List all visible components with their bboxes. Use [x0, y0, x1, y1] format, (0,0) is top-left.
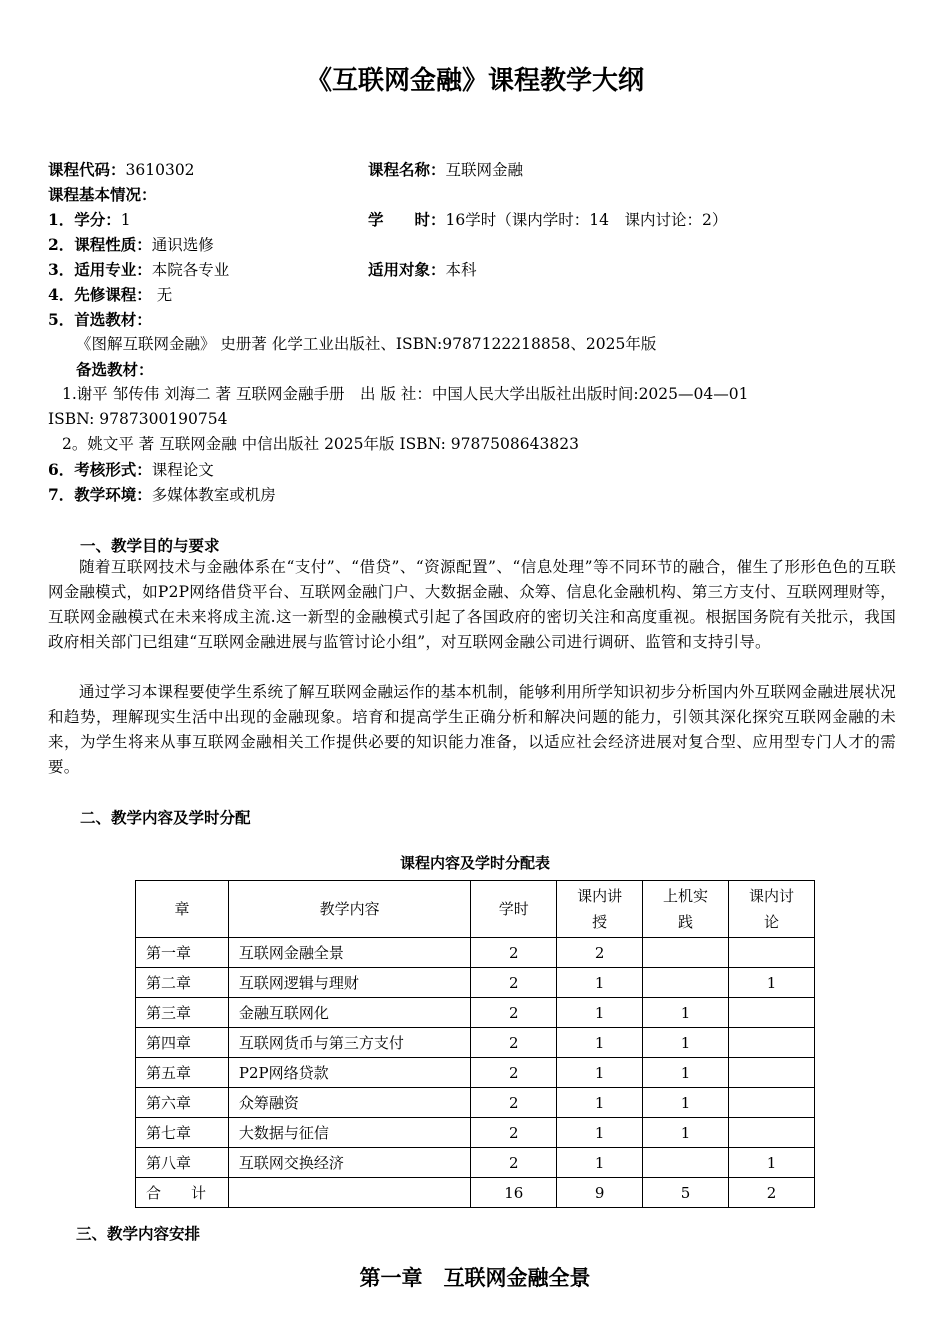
course-name-label: 课程名称： [368, 160, 446, 179]
cell-lab: 1 [643, 1058, 729, 1088]
cell-lab: 1 [643, 998, 729, 1028]
table-row [136, 1118, 815, 1148]
cell-content: 大数据与征信 [228, 1118, 470, 1148]
cell-hours: 2 [471, 998, 557, 1028]
cell-chapter: 第八章 [136, 1148, 229, 1178]
cell-chapter: 合 计 [136, 1178, 229, 1208]
section-1-paragraph-2: 通过学习本课程要使学生系统了解互联网金融运作的基本机制，能够利用所学知识初步分析国内外互联网金融进展状况和趋势，理解现实生活中出现的金融现象。培育和提高学生正确分析和解决问题的能力，引领其深化探究互联网金融的未来，为学生将来从事互联网金融相关工作提供必要的知识能力准备，以适应社会经济进展对复合型、应用型专门人才的需要。 [48, 683, 896, 776]
course-target [368, 257, 477, 283]
hours-value: 16学时（课内学时：14 课内讨论：2） [445, 211, 728, 229]
course-name-value: 互联网金融 [445, 161, 524, 179]
cell-hours: 2 [471, 968, 557, 998]
section-2-heading: 二、教学内容及学时分配 [80, 808, 251, 827]
cell-lecture: 1 [557, 1118, 643, 1148]
target-label: 适用对象： [368, 260, 446, 279]
table-header-row [136, 881, 815, 938]
target-value: 本科 [445, 261, 477, 279]
course-code-label: 课程代码： [48, 160, 126, 179]
cell-lecture: 1 [557, 1028, 643, 1058]
assess-label: 6．考核形式： [48, 460, 152, 479]
cell-lab [643, 938, 729, 968]
header-discussion-text: 课内讨论 [749, 887, 795, 931]
header-hours: 学时 [471, 881, 557, 938]
cell-discussion: 2 [729, 1178, 815, 1208]
cell-content: 互联网货币与第三方支付 [228, 1028, 470, 1058]
table-row [136, 998, 815, 1028]
prereq-label: 4．先修课程： [48, 285, 152, 304]
cell-discussion [729, 1028, 815, 1058]
cell-hours: 2 [471, 1148, 557, 1178]
cell-discussion: 1 [729, 1148, 815, 1178]
nature-label: 2．课程性质： [48, 235, 152, 254]
table-row [136, 1028, 815, 1058]
cell-chapter: 第七章 [136, 1118, 229, 1148]
cell-discussion [729, 1088, 815, 1118]
cell-discussion [729, 938, 815, 968]
cell-content: P2P网络贷款 [228, 1058, 470, 1088]
cell-lecture: 1 [557, 968, 643, 998]
prereq-value: 无 [156, 286, 173, 304]
table-row [136, 1178, 815, 1208]
header-lecture-text: 课内讲授 [577, 887, 623, 931]
cell-chapter: 第六章 [136, 1088, 229, 1118]
course-major [48, 257, 229, 283]
document-title: 《互联网金融》课程教学大纲 [305, 66, 644, 96]
cell-chapter: 第三章 [136, 998, 229, 1028]
alt-textbook-2: 2。姚文平 著 互联网金融 中信出版社 2025年版 ISBN: 9787508643823 [62, 435, 579, 453]
cell-lecture: 9 [557, 1178, 643, 1208]
course-nature [48, 232, 214, 258]
cell-discussion [729, 1118, 815, 1148]
section-3-heading: 三、教学内容安排 [76, 1224, 201, 1243]
cell-lab: 1 [643, 1028, 729, 1058]
table-row [136, 938, 815, 968]
cell-lecture: 2 [557, 938, 643, 968]
cell-lecture: 1 [557, 1088, 643, 1118]
cell-hours: 2 [471, 1088, 557, 1118]
cell-lecture: 1 [557, 1148, 643, 1178]
assess-value: 课程论文 [151, 461, 214, 479]
course-hours [368, 207, 727, 233]
cell-discussion [729, 998, 815, 1028]
section-1-paragraph-1: 随着互联网技术与金融体系在“支付”、“借贷”、“资源配置”、“信息处理”等不同环节的融合，催生了形形色色的互联网金融模式，如P2P网络借贷平台、互联网金融门户、大数据金融、众筹、信息化金融机构、第三方支付、互联网理财等，互联网金融模式在未来将成主流.这一新型的金融模式引起了各国政府的密切关注和高度重视。根据国务院有关批示，我国政府相关部门已组建“互联网金融进展与监管讨论小组”，对互联网金融公司进行调研、监管和支持引导。 [48, 558, 896, 651]
cell-lab [643, 1148, 729, 1178]
chapter-1-title: 第一章 互联网金融全景 [359, 1265, 591, 1290]
alt-textbook-1: 1.谢平 邹传伟 刘海二 著 互联网金融手册 出 版 社：中国人民大学出版社出版时间:2025—04—01 [62, 385, 749, 403]
table-row [136, 1088, 815, 1118]
major-value: 本院各专业 [151, 261, 230, 279]
table-caption: 课程内容及学时分配表 [399, 854, 550, 872]
cell-discussion: 1 [729, 968, 815, 998]
alt-textbook-label: 备选教材： [76, 360, 154, 379]
cell-content: 金融互联网化 [228, 998, 470, 1028]
cell-discussion [729, 1058, 815, 1088]
cell-chapter: 第二章 [136, 968, 229, 998]
cell-lab: 1 [643, 1088, 729, 1118]
major-label: 3．适用专业： [48, 260, 152, 279]
cell-content: 互联网逻辑与理财 [228, 968, 470, 998]
cell-hours: 2 [471, 1118, 557, 1148]
course-name [368, 157, 523, 183]
cell-chapter: 第五章 [136, 1058, 229, 1088]
credit-label: 1．学分： [48, 210, 121, 229]
cell-lab [643, 968, 729, 998]
course-credit [48, 207, 131, 233]
cell-lecture: 1 [557, 998, 643, 1028]
cell-lab: 1 [643, 1118, 729, 1148]
header-lecture [557, 881, 643, 938]
cell-chapter: 第一章 [136, 938, 229, 968]
course-prereq [48, 282, 172, 308]
cell-content [228, 1178, 470, 1208]
textbook-label: 5．首选教材： [48, 310, 152, 329]
alt-textbook-1-isbn: ISBN: 9787300190754 [48, 410, 228, 428]
header-chapter: 章 [136, 881, 229, 938]
course-environment [48, 482, 276, 508]
credit-value: 1 [120, 211, 131, 229]
table-row [136, 1148, 815, 1178]
cell-content: 互联网交换经济 [228, 1148, 470, 1178]
hours-table [135, 880, 815, 1208]
cell-hours: 2 [471, 938, 557, 968]
cell-lab: 5 [643, 1178, 729, 1208]
nature-value: 通识选修 [151, 236, 214, 254]
course-code [48, 157, 195, 183]
header-lab-text: 上机实践 [663, 887, 709, 931]
header-lab [643, 881, 729, 938]
hours-label: 学 时： [368, 210, 446, 229]
header-discussion [729, 881, 815, 938]
cell-lecture: 1 [557, 1058, 643, 1088]
table-row [136, 1058, 815, 1088]
table-row [136, 968, 815, 998]
cell-hours: 2 [471, 1028, 557, 1058]
cell-hours: 16 [471, 1178, 557, 1208]
header-content: 教学内容 [228, 881, 470, 938]
textbook-value: 《图解互联网金融》 史册著 化学工业出版社、ISBN:9787122218858、2025年版 [76, 335, 657, 353]
cell-content: 互联网金融全景 [228, 938, 470, 968]
cell-chapter: 第四章 [136, 1028, 229, 1058]
course-assessment [48, 457, 214, 483]
env-value: 多媒体教室或机房 [151, 486, 276, 504]
env-label: 7．教学环境： [48, 485, 152, 504]
section-1-heading: 一、教学目的与要求 [80, 536, 220, 555]
cell-hours: 2 [471, 1058, 557, 1088]
course-basic-label: 课程基本情况： [48, 185, 157, 204]
cell-content: 众筹融资 [228, 1088, 470, 1118]
course-code-value: 3610302 [125, 161, 195, 179]
